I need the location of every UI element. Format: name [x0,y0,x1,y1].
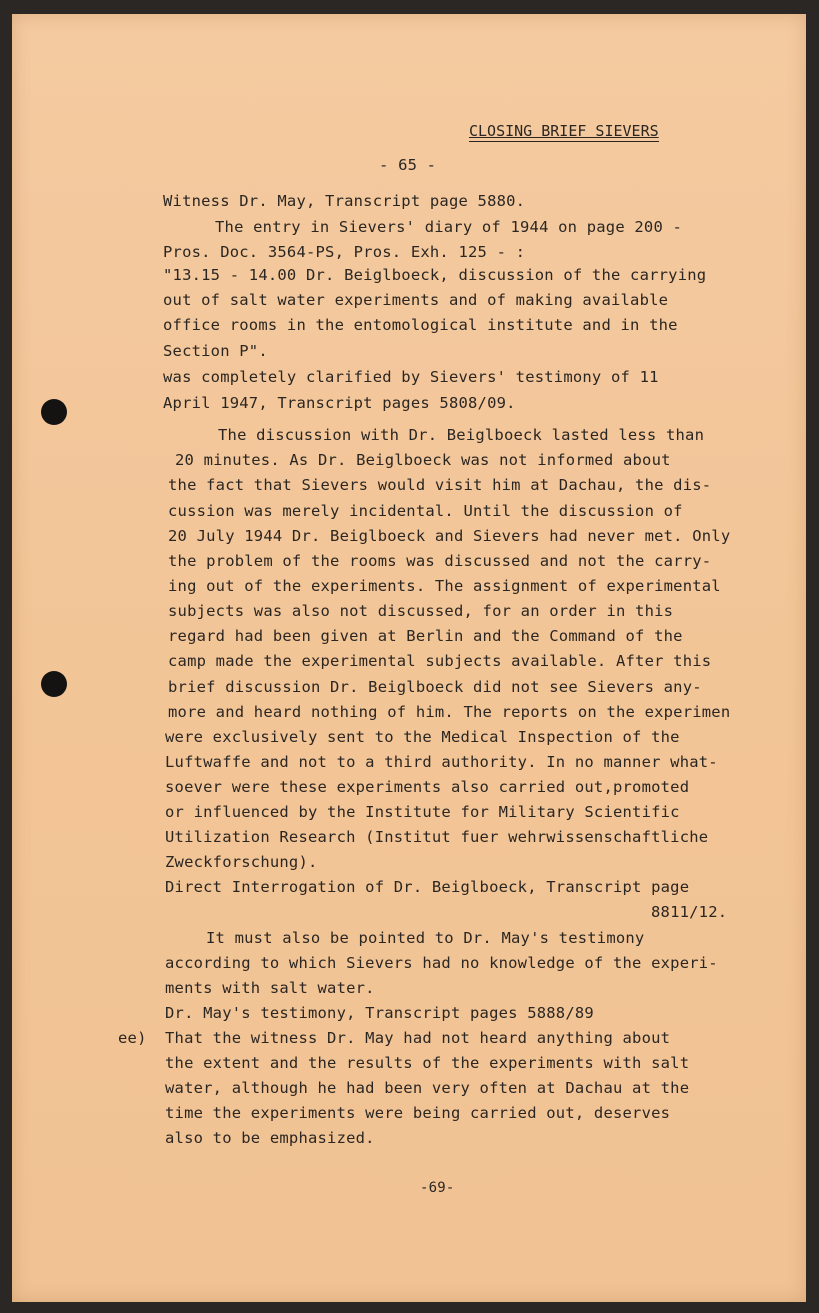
text-line: brief discussion Dr. Beiglboeck did not see Sievers any- [168,678,702,696]
page-number-bottom: -69- [420,1180,455,1196]
text-line: 20 July 1944 Dr. Beiglboeck and Sievers had never met. Only [168,527,731,545]
text-line: That the witness Dr. May had not heard anything about [165,1029,671,1047]
punch-hole-top [41,399,67,425]
text-line: the problem of the rooms was discussed and not the carry- [168,552,712,570]
text-line: ing out of the experiments. The assignment of experimental [168,577,721,595]
text-line: also to be emphasized. [165,1129,375,1147]
text-line: "13.15 - 14.00 Dr. Beiglboeck, discussion of the carrying [163,266,707,284]
text-line: or influenced by the Institute for Military Scientific [165,803,680,821]
text-line: soever were these experiments also carried out,promoted [165,778,690,796]
page-number-top: - 65 - [379,156,437,174]
text-line: ments with salt water. [165,979,375,997]
text-line: according to which Sievers had no knowledge of the experi- [165,954,718,972]
text-line: The discussion with Dr. Beiglboeck lasted less than [218,426,705,444]
text-line: the fact that Sievers would visit him at Dachau, the dis- [168,476,712,494]
text-line: office rooms in the entomological institute and in the [163,316,678,334]
text-line: 20 minutes. As Dr. Beiglboeck was not informed about [175,451,671,469]
text-line: camp made the experimental subjects available. After this [168,652,712,670]
text-line: April 1947, Transcript pages 5808/09. [163,394,516,412]
text-line: Direct Interrogation of Dr. Beiglboeck, Transcript page [165,878,690,896]
text-line: the extent and the results of the experiments with salt [165,1054,690,1072]
text-line: Pros. Doc. 3564-PS, Pros. Exh. 125 - : [163,243,526,261]
text-line: Section P". [163,342,268,360]
text-line: Luftwaffe and not to a third authority. In no manner what- [165,753,718,771]
text-line: out of salt water experiments and of making available [163,291,669,309]
document-header: CLOSING BRIEF SIEVERS [469,122,659,140]
text-line: time the experiments were being carried out, deserves [165,1104,671,1122]
text-line: Witness Dr. May, Transcript page 5880. [163,192,526,210]
text-line: cussion was merely incidental. Until the discussion of [168,502,683,520]
list-marker: ee) [118,1029,147,1047]
text-line: more and heard nothing of him. The reports on the experimen [168,703,731,721]
text-line: Dr. May's testimony, Transcript pages 5888/89 [165,1004,594,1022]
text-line: water, although he had been very often at Dachau at the [165,1079,690,1097]
text-line: were exclusively sent to the Medical Inspection of the [165,728,680,746]
punch-hole-bottom [41,671,67,697]
text-line: was completely clarified by Sievers' testimony of 11 [163,368,659,386]
text-line: regard had been given at Berlin and the Command of the [168,627,683,645]
text-line: 8811/12. [651,903,728,921]
text-line: The entry in Sievers' diary of 1944 on page 200 - [215,218,683,236]
text-line: Utilization Research (Institut fuer wehrwissenschaftliche [165,828,709,846]
text-line: subjects was also not discussed, for an order in this [168,602,674,620]
text-line: It must also be pointed to Dr. May's testimony [206,929,645,947]
text-line: Zweckforschung). [165,853,318,871]
